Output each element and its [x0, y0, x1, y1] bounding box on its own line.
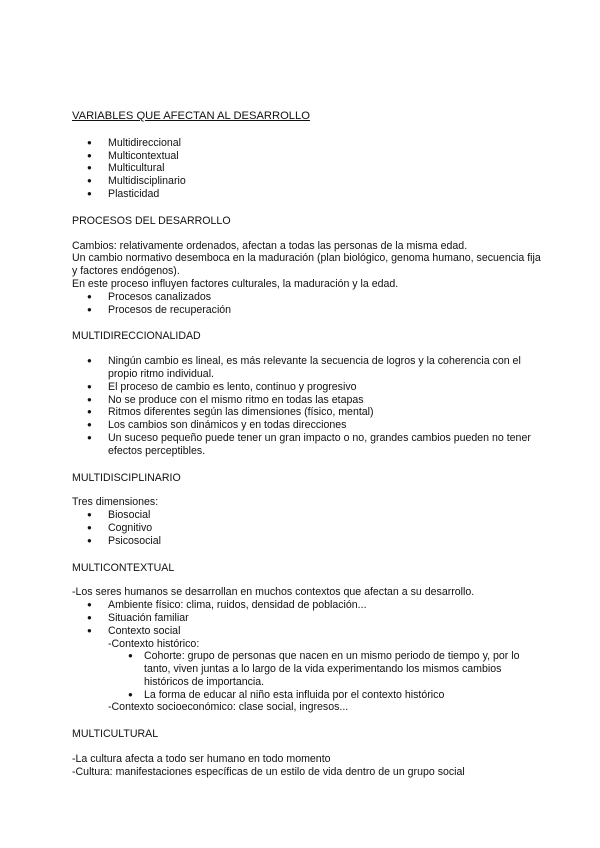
paragraph: -La cultura afecta a todo ser humano en todo momento [72, 753, 331, 766]
list-item: ● Multidisciplinario [72, 175, 542, 188]
list-item: ● No se produce con el mismo ritmo en todas las etapas [72, 394, 542, 407]
section-heading-multidisciplinario: MULTIDISCIPLINARIO [72, 471, 181, 484]
list-item: ● La forma de educar al niño esta influida por el contexto histórico [72, 689, 542, 702]
list-item: ● Procesos canalizados [72, 291, 542, 304]
section-heading-multicultural: MULTICULTURAL [72, 728, 159, 741]
paragraph: En este proceso influyen factores culturales, la maduración y la edad. [72, 277, 399, 290]
historico-list [72, 650, 542, 701]
list-item: ● Biosocial [72, 509, 542, 522]
list-item: ● Plasticidad [72, 188, 542, 201]
section-heading-multidireccionalidad: MULTIDIRECCIONALIDAD [72, 330, 201, 343]
list-item: ● Multidireccional [72, 137, 542, 150]
section-heading-multicontextual: MULTICONTEXTUAL [72, 561, 175, 574]
list-item: ● Multicontextual [72, 150, 542, 163]
list-item: ● Procesos de recuperación [72, 304, 542, 317]
paragraph: -Los seres humanos se desarrollan en muchos contextos que afectan a su desarrollo. [72, 586, 475, 599]
list-item: ● Ambiente físico: clima, ruidos, densidad de población... [72, 599, 542, 612]
page-title: VARIABLES QUE AFECTAN AL DESARROLLO [72, 110, 310, 122]
list-item: ● Multicultural [72, 162, 542, 175]
multicontextual-list [72, 599, 542, 637]
list-item: ● Situación familiar [72, 612, 542, 625]
list-item: ● Los cambios son dinámicos y en todas direcciones [72, 419, 542, 432]
list-item: ● Cohorte: grupo de personas que nacen en un mismo periodo de tiempo y, por lo tanto, viven juntas a lo largo de la vida experimentando los mismos cambios históricos de importancia. [72, 650, 542, 688]
list-item: ● Ningún cambio es lineal, es más relevante la secuencia de logros y la coherencia con el propio ritmo individual. [72, 355, 542, 381]
list-item: ● Contexto social [72, 625, 542, 638]
paragraph: -Cultura: manifestaciones específicas de un estilo de vida dentro de un grupo social [72, 765, 465, 778]
section-heading-procesos: PROCESOS DEL DESARROLLO [72, 214, 231, 227]
paragraph: Cambios: relativamente ordenados, afectan a todas las personas de la misma edad. [72, 239, 468, 252]
procesos-list [72, 291, 542, 317]
document-page [72, 110, 542, 779]
list-item: ● Ritmos diferentes según las dimensiones (físico, mental) [72, 406, 542, 419]
paragraph: Un cambio normativo desemboca en la maduración (plan biológico, genoma humano, secuencia fija y factores endógenos). [72, 252, 541, 278]
list-item: ● Cognitivo [72, 522, 542, 535]
multidisciplinario-list [72, 509, 542, 547]
variables-list [72, 137, 542, 201]
list-item: ● Psicosocial [72, 535, 542, 548]
list-item: ● El proceso de cambio es lento, continuo y progresivo [72, 381, 542, 394]
multidireccionalidad-list [72, 355, 542, 457]
paragraph: Tres dimensiones: [72, 496, 159, 509]
list-item: ● Un suceso pequeño puede tener un gran impacto o no, grandes cambios pueden no tener efectos perceptibles. [72, 432, 542, 458]
paragraph: -Contexto socioeconómico: clase social, ingresos... [108, 701, 349, 714]
paragraph: -Contexto histórico: [108, 637, 200, 650]
